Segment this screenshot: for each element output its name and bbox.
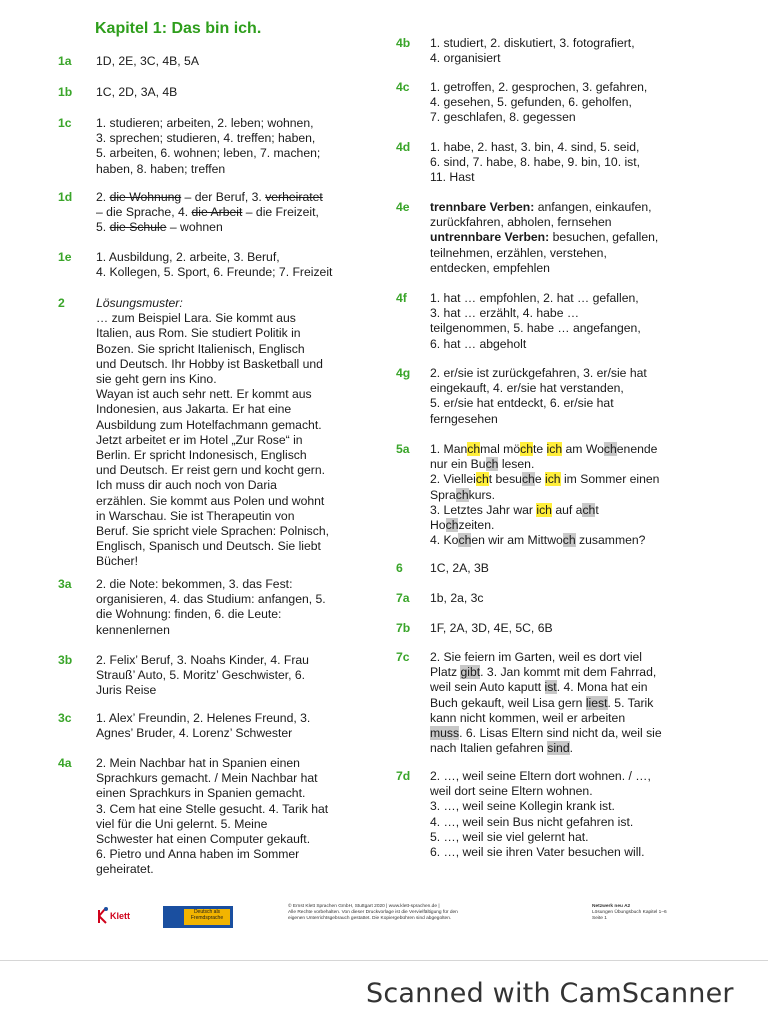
answer-line: 11. Hast [430,170,475,185]
daf-logo-text: Deutsch als Fremdsprache [184,909,230,925]
answer-line: Sprachkurs gemacht. / Mein Nachbar hat [96,771,318,786]
text-segment: zeiten. [458,518,495,533]
exercise-label: 1c [58,116,72,130]
text-segment: nach Italien gefahren [430,741,548,756]
highlight-gray: ch [582,502,596,517]
exercise-label: 3c [58,711,72,725]
exercise-label: 4c [396,80,410,94]
answer-line: 1. Alex’ Freundin, 2. Helenes Freund, 3. [96,711,311,725]
answer-line: … zum Beispiel Lara. Sie kommt aus [96,311,296,326]
text-segment: t besu [488,472,522,487]
answer-line: untrennbare Verben: besuchen, gefallen, [430,230,659,245]
highlight-yellow: ch [467,442,481,456]
answer-line: und Deutsch. Ihr Hobby ist Basketball und [96,356,323,371]
highlight-yellow: ich [536,502,552,517]
text-segment: Buch gekauft, weil Lisa gern [430,695,586,710]
answer-line [430,457,659,472]
answer-line: weil dort seine Eltern wohnen. [430,784,593,799]
text-segment: . 6. Lisas Eltern sind nicht da, weil sie [459,726,662,741]
answer-line: Indonesien, aus Jakarta. Er hat eine [96,402,292,417]
text-segment: 3. Letztes Jahr war [430,502,537,517]
answer-line [430,650,662,665]
exercise-label: 5a [396,442,410,456]
answer-line: Agnes’ Bruder, 4. Lorenz’ Schwester [96,726,293,741]
category-heading: trennbare Verben: [430,200,535,214]
text-segment: . 5. Tarik [607,695,654,710]
text-segment: ö [513,442,521,456]
answer-line: Englisch, Spanisch und Deutsch. Sie liebt [96,539,321,554]
answer-line: 1. getroffen, 2. gesprochen, 3. gefahren, [430,80,648,94]
text-segment: 2. Sie feiern im Garten, weil es dort viel [430,650,643,664]
answer-line: 7. geschlafen, 8. gegessen [430,110,576,125]
highlight-yellow: ch [475,472,489,487]
answer-line: 1b, 2a, 3c [430,591,484,605]
answer-line: 6. sind, 7. habe, 8. habe, 9. bin, 10. ist, [430,155,641,170]
exercise-label: 7c [396,650,410,664]
text-segment: . 3. Jan kommt mit dem Fahrrad, [480,665,657,680]
daf-logo [163,906,233,928]
answer-line: Jetzt arbeitet er im Hotel „Zur Rose“ in [96,432,303,447]
answer-line [430,726,662,741]
highlight-gray: sind [547,741,570,756]
exercise-label: 4b [396,36,411,50]
crossed-word: die Arbeit [191,205,243,220]
answer-line: 3. Cem hat eine Stelle gesucht. 4. Tarik hat [96,801,329,816]
exercise-label: 1d [58,190,73,204]
text-segment: kann nicht kommen, weil er arbeiten [430,710,626,725]
answer-line: Beruf. Sie spricht viele Sprachen: Polnisch, [96,524,330,539]
klett-logo-icon [96,906,110,924]
exercise-label: 4a [58,756,72,770]
answer-line: 4. …, weil sein Bus nicht gefahren ist. [430,814,634,829]
answer-line: 4. organisiert [430,51,501,66]
text-segment: lesen. [498,457,535,472]
answer-line: Bozen. Sie spricht Italienisch, Englisch [96,341,305,356]
exercise-label: 4g [396,366,411,380]
answer-line: 5. …, weil sie viel gelernt hat. [430,829,589,844]
page-footer [0,900,768,940]
answer-line: trennbare Verben: anfangen, einkaufen, [430,200,652,214]
text-segment: . [569,741,573,756]
answer-line: 3. sprechen; studieren, 4. treffen; haben, [96,131,316,146]
crossed-word: die Schule [109,220,167,235]
text-segment: am Wo [562,442,604,456]
exercise-label: 6 [396,561,403,575]
text-segment: auf a [551,502,583,517]
exercise-label: 4e [396,200,410,214]
text-segment: e [534,472,545,487]
answer-line: Berlin. Er spricht Indonesisch, Englisch [96,448,307,463]
answer-line: sie geht gern ins Kino. [96,372,217,387]
text-segment: 2. Viellei [430,472,476,487]
copyright-notice: © Ernst Klett Sprachen GmbH, Stuttgart 2020 | www.klett-sprachen.de | Alle Rechte vorbehalten. Von dieser Druckvorlage ist die Vervielfältigung für den eigenen Unterrichtsgebrauch gestattet. Die Kopiergebühren sind abgegolten. [288,904,458,922]
text-segment: nur ein Bu [430,457,486,472]
answer-line: 5. er/sie hat entdeckt, 6. er/sie hat [430,396,614,411]
answer-line: Bücher! [96,554,139,569]
highlight-gray: ch [455,487,469,502]
answer-line: 4. Kollegen, 5. Sport, 6. Freunde; 7. Freizeit [96,265,333,280]
answer-line: 2. die Wohnung – der Beruf, 3. verheiratet [96,190,323,204]
answer-line [430,472,659,487]
exercise-label: 2 [58,296,65,310]
answer-line: organisieren, 4. das Studium: anfangen, 5. [96,592,326,607]
answer-line: die Wohnung: finden, 6. die Leute: [96,607,282,622]
answer-line: 6. Pietro und Anna haben im Sommer [96,847,300,862]
chapter-title: Kapitel 1: Das bin ich. [95,20,262,37]
answer-line [430,442,659,457]
text-segment: enende [616,442,658,456]
exercise-label: 7d [396,769,411,783]
highlight-yellow: ch [520,442,533,456]
answer-line: und Deutsch. Er reist gern und kocht gern. [96,463,325,478]
answer-line [430,518,659,533]
highlight-gray: liest [585,695,608,710]
answer-line: 6. …, weil sie ihren Vater besuchen will. [430,845,645,860]
highlight-gray: ch [445,518,459,533]
answer-line: entdecken, empfehlen [430,260,550,275]
answer-line: haben, 8. haben; treffen [96,161,226,176]
exercise-label: 7b [396,621,411,635]
answer-line: einen Sprachkurs in Spanien gemacht. [96,786,306,801]
highlight-gray: ch [562,533,576,548]
text-segment: 4. Ko [430,533,459,548]
answer-line: 1. Ausbildung, 2. arbeite, 3. Beruf, [96,250,280,264]
answer-line [430,503,659,518]
answer-line [430,488,659,503]
text-segment: kurs. [468,487,496,502]
answer-line: 3. …, weil seine Kollegin krank ist. [430,799,615,814]
highlight-gray: muss [430,726,460,741]
answer-line: 1. studiert, 2. diskutiert, 3. fotografiert, [430,36,635,50]
answer-line: 1D, 2E, 3C, 4B, 5A [96,54,199,68]
answer-line: Strauß’ Auto, 5. Moritz’ Geschwister, 6. [96,668,306,683]
answer-line: in Warschau. Sie ist Therapeutin von [96,508,295,523]
answer-line: Juris Reise [96,683,157,698]
highlight-gray: ch [521,472,535,487]
text-segment: 1. Man [430,442,468,456]
text-segment: weil sein Auto kaputt [430,680,545,695]
answer-line: 1. studieren; arbeiten, 2. leben; wohnen, [96,116,314,130]
answer-line: teilgenommen, 5. habe … angefangen, [430,321,641,336]
answer-line: erzählen. Sie kommt aus Polen und wohnt [96,493,325,508]
highlight-gray: ch [603,442,617,456]
answer-line: 1C, 2D, 3A, 4B [96,85,178,99]
exercise-label: 4d [396,140,411,154]
answer-line: ferngesehen [430,411,498,426]
answer-line: 2. Mein Nachbar hat in Spanien einen [96,756,300,770]
answer-line: 4. gesehen, 5. gefunden, 6. geholfen, [430,95,632,110]
answer-line: 6. hat … abgeholt [430,336,527,351]
crossed-word: verheiratet [265,190,323,204]
answer-line: 2. Felix’ Beruf, 3. Noahs Kinder, 4. Frau [96,653,309,667]
answer-line: viel für die Uni gelernt. 5. Meine [96,816,268,831]
text-segment: te [532,442,547,456]
answer-line: 2. …, weil seine Eltern dort wohnen. / …, [430,769,651,783]
answer-line: Italien, aus Rom. Sie studiert Politik in [96,326,301,341]
answer-line [430,696,662,711]
exercise-label: 7a [396,591,410,605]
text-segment: zusammen? [575,533,646,548]
text-segment: Ho [430,518,446,533]
answer-line: zurückfahren, abholen, fernsehen [430,215,612,230]
answer-line: teilnehmen, erzählen, verstehen, [430,245,607,260]
scanner-watermark: Scanned with CamScanner [366,978,734,1009]
text-segment: im Sommer einen [560,472,660,487]
answer-line: 1C, 2A, 3B [430,561,489,575]
answer-line: 2. er/sie ist zurückgefahren, 3. er/sie hat [430,366,647,380]
highlight-yellow: ich [546,442,563,456]
answer-line [430,533,659,548]
text-segment: en wir am Mittwo [471,533,563,548]
answer-line: 1F, 2A, 3D, 4E, 5C, 6B [430,621,553,635]
answer-line: 1. hat … empfohlen, 2. hat … gefallen, [430,291,639,305]
answer-line [430,665,662,680]
text-segment: Platz [430,665,461,680]
text-segment: Spra [430,487,456,502]
solution-heading: Lösungsmuster: [96,296,183,310]
exercise-label: 1e [58,250,72,264]
highlight-yellow: ich [544,472,561,487]
answer-line [430,741,662,756]
answer-line: Schwester hat einen Computer gekauft. [96,832,311,847]
book-reference: Netzwerk neu A2 Lösungen Übungsbuch Kapitel 1–6 Seite 1 [592,904,667,922]
answer-line: geheiratet. [96,862,154,877]
exercise-label: 3b [58,653,73,667]
answer-line [430,711,662,726]
text-segment: t [595,502,599,517]
exercise-label: 1b [58,85,73,99]
answer-line: – die Sprache, 4. die Arbeit – die Freizeit, [96,205,319,220]
answer-line: Ausbildung zum Hotelfachmann gemacht. [96,417,322,432]
exercise-label: 1a [58,54,72,68]
answer-line: eingekauft, 4. er/sie hat verstanden, [430,381,624,396]
text-segment: . 4. Mona hat ein [556,680,648,695]
answer-line: 3. hat … erzählt, 4. habe … [430,306,580,321]
answer-line: 2. die Note: bekommen, 3. das Fest: [96,577,293,591]
crossed-word: die Wohnung [109,190,182,204]
answer-line: 5. arbeiten, 6. wohnen; leben, 7. machen; [96,146,321,161]
klett-logo-text: Klett [110,911,130,921]
highlight-gray: ist [544,680,557,695]
highlight-gray: gibt [460,665,481,680]
highlight-gray: ch [458,533,472,548]
exercise-label: 4f [396,291,407,305]
answer-line: Wayan ist auch sehr nett. Er kommt aus [96,387,312,402]
answer-line: 5. die Schule – wohnen [96,220,223,235]
text-segment: mal m [480,442,514,456]
answer-line: kennenlernen [96,622,170,637]
answer-line: Ich muss dir auch noch von Daria [96,478,277,493]
answer-line [430,680,662,695]
answer-line: 1. habe, 2. hast, 3. bin, 4. sind, 5. seid, [430,140,640,154]
highlight-gray: ch [485,457,499,472]
exercise-label: 3a [58,577,72,591]
category-heading: untrennbare Verben: [430,230,550,245]
